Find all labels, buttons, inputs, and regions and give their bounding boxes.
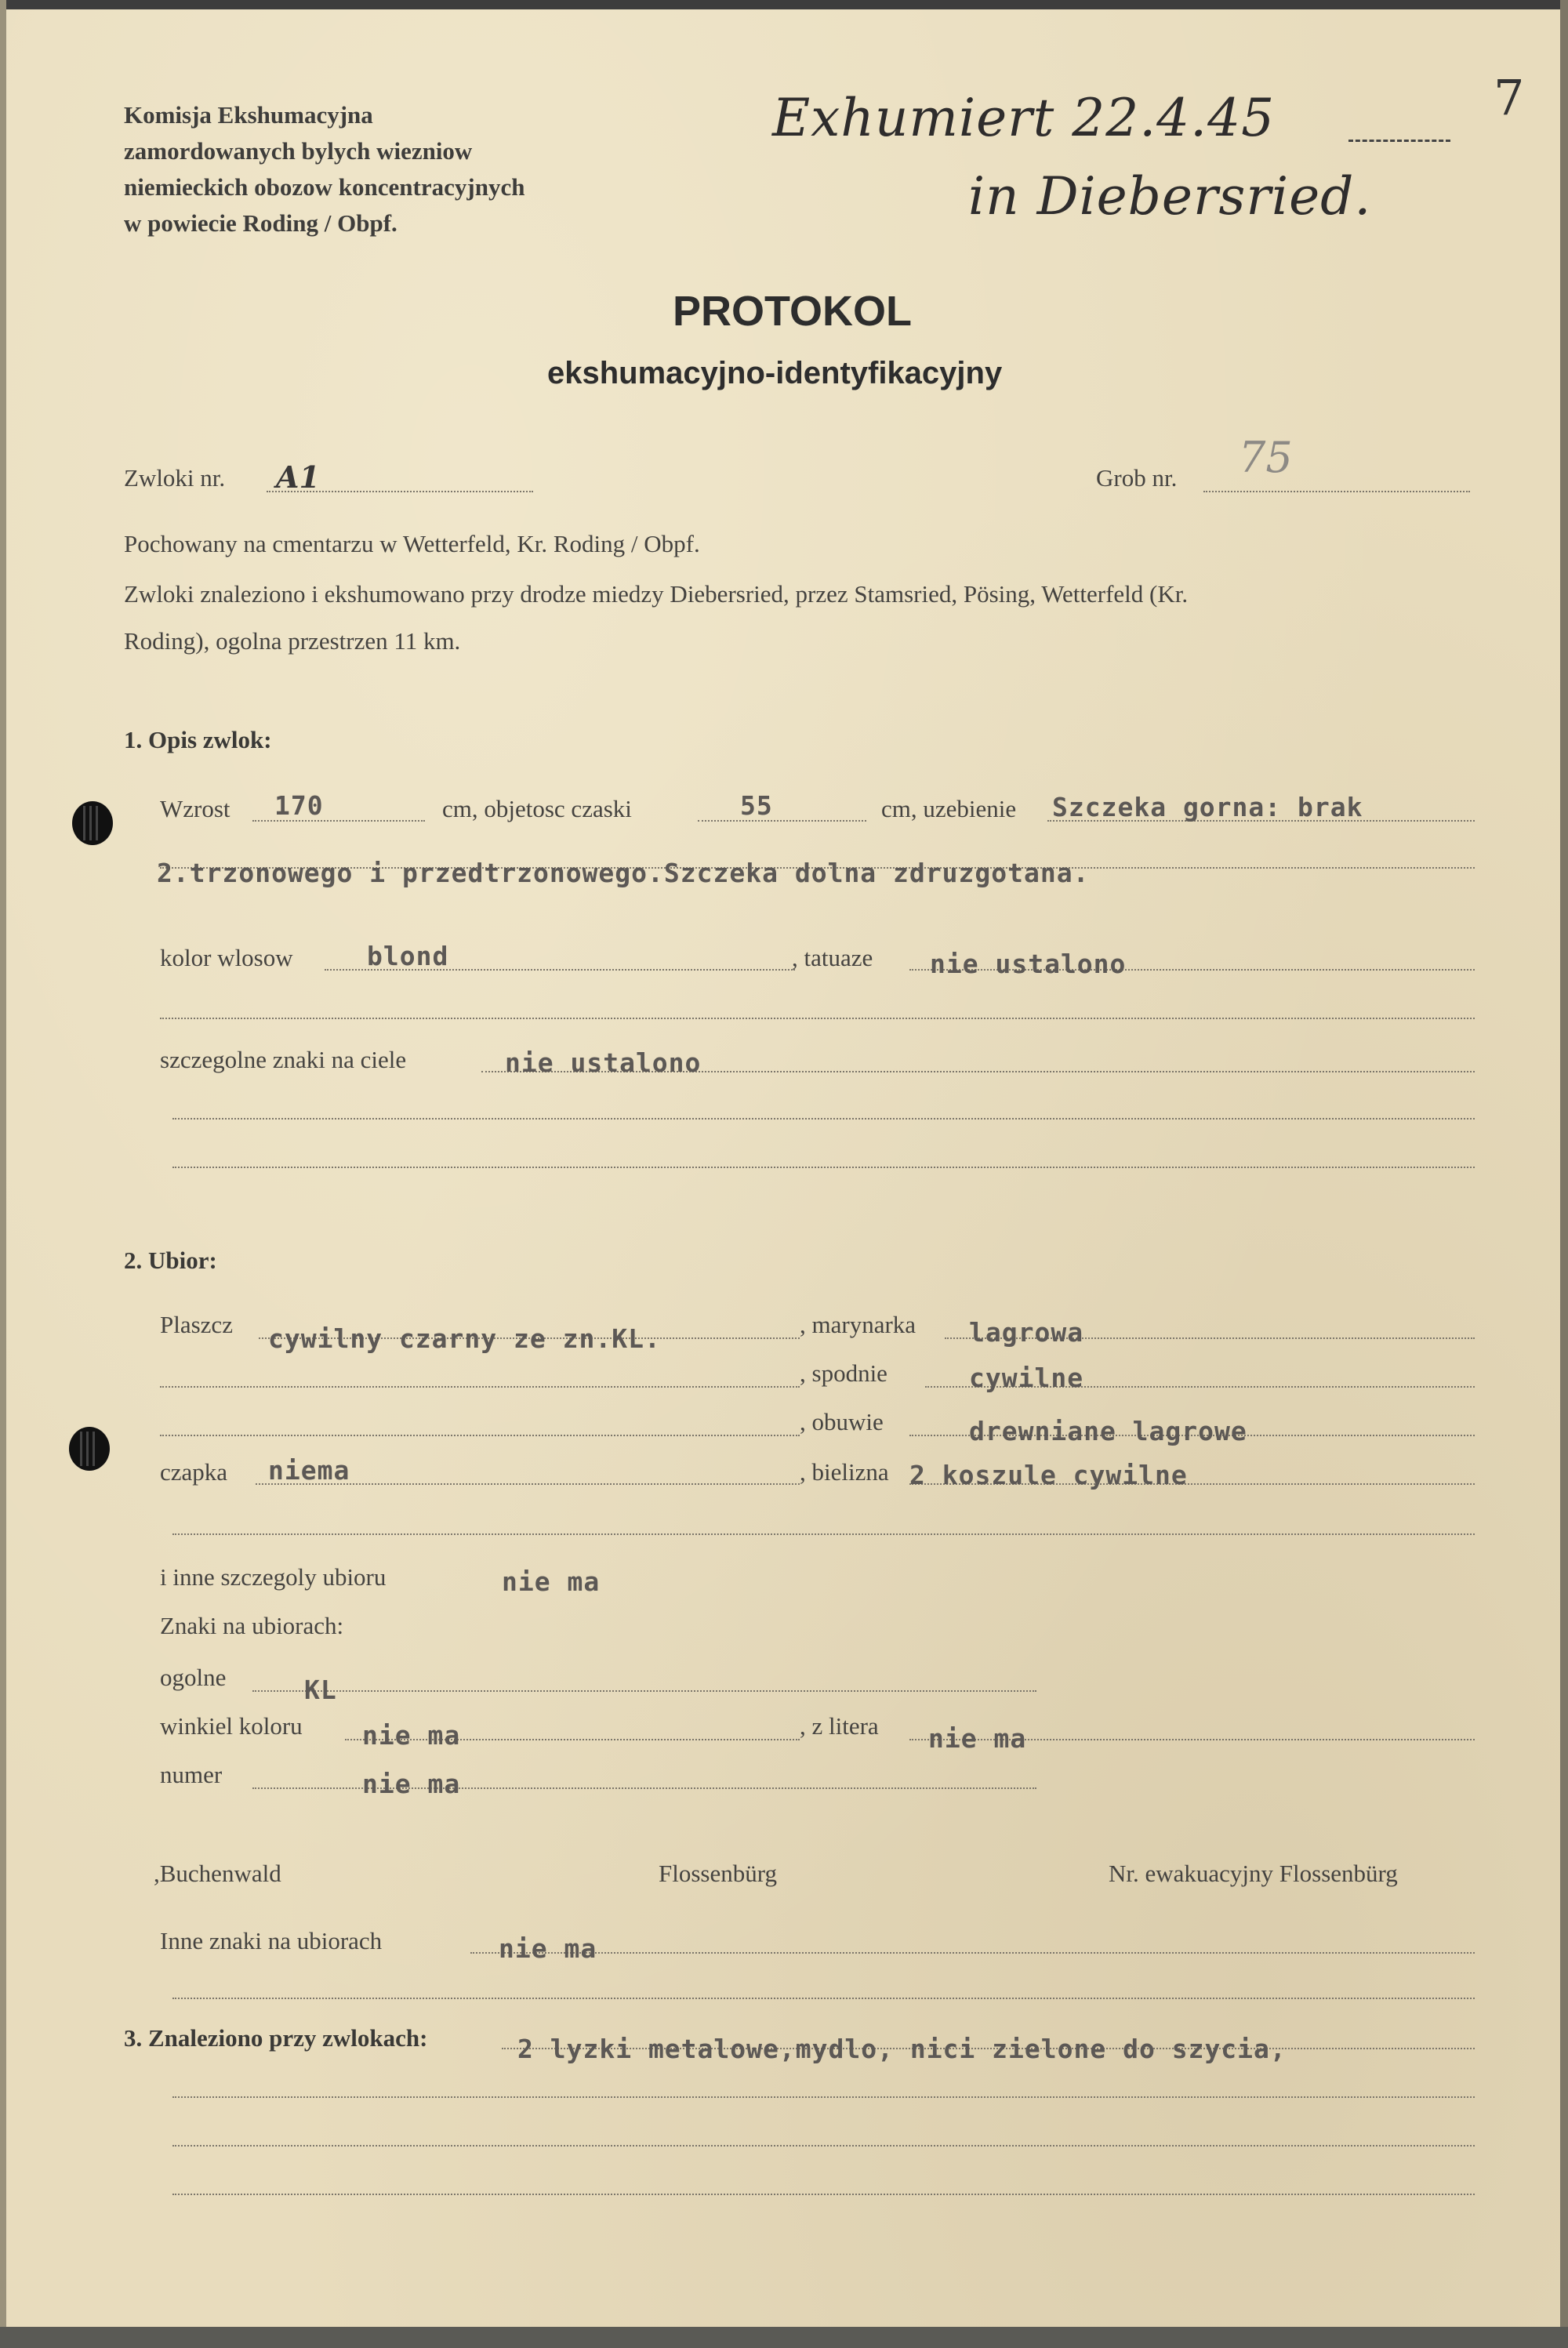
- obuwie-value: drewniane lagrowe: [969, 1416, 1247, 1446]
- winkiel-value: nie ma: [362, 1720, 461, 1751]
- scan-edge-top: [0, 0, 1568, 9]
- bielizna-label: , bielizna: [800, 1458, 889, 1486]
- punch-hole-upper: [72, 801, 113, 845]
- flossenburg-label: Flossenbürg: [659, 1860, 778, 1887]
- czapka-value: niema: [268, 1455, 350, 1486]
- pochowany-text: Pochowany na cmentarzu w Wetterfeld, Kr. Roding / Obpf.: [124, 530, 700, 557]
- section3-blank-line-1: [172, 2096, 1475, 2098]
- z-litera-label: , z litera: [800, 1712, 879, 1740]
- inne-znaki-dotted-line: [470, 1952, 1475, 1954]
- czaski-dotted-line: [698, 820, 866, 822]
- inne-szczegoly-value: nie ma: [502, 1566, 601, 1597]
- obuwie-label: , obuwie: [800, 1408, 884, 1435]
- uzebienie-label: cm, uzebienie: [881, 795, 1017, 822]
- numer-value: nie ma: [362, 1769, 461, 1799]
- grob-number: 75: [1239, 433, 1293, 482]
- z-litera-value: nie ma: [928, 1723, 1027, 1754]
- inne-znaki-label: Inne znaki na ubiorach: [160, 1927, 383, 1954]
- ogolne-value: KL: [304, 1675, 337, 1705]
- commission-line-1: Komisja Ekshumacyjna: [124, 101, 373, 129]
- znaleziono-text-line2: Roding), ogolna przestrzen 11 km.: [124, 627, 461, 655]
- section2-blank-line: [172, 1998, 1475, 1999]
- marynarka-label: , marynarka: [800, 1311, 916, 1338]
- wzrost-value: 170: [274, 790, 324, 821]
- punch-hole-lower: [69, 1427, 110, 1471]
- section3-value: 2 lyzki metalowe,mydlo, nici zielone do szycia,: [517, 2034, 1287, 2064]
- uzebienie-value-1: Szczeka gorna: brak: [1052, 792, 1363, 822]
- section2-heading: 2. Ubior:: [124, 1247, 217, 1274]
- kolor-wlosow-value: blond: [367, 941, 449, 971]
- section1-blank-line-2: [172, 1118, 1475, 1120]
- grob-dotted-line: [1203, 491, 1470, 492]
- kolor-wlosow-label: kolor wlosow: [160, 944, 293, 971]
- zwloki-number: A1: [276, 459, 320, 495]
- marynarka-value: lagrowa: [969, 1317, 1084, 1348]
- znaki-na-ciele-value: nie ustalono: [505, 1047, 702, 1078]
- ubior-blank-line-2: [160, 1435, 800, 1436]
- zwloki-label: Zwloki nr.: [124, 464, 226, 492]
- section3-blank-line-3: [172, 2194, 1475, 2195]
- document-subtitle: ekshumacyjno-identyfikacyjny: [547, 356, 1003, 390]
- section3-heading: 3. Znaleziono przy zwlokach:: [124, 2024, 428, 2052]
- section1-heading: 1. Opis zwlok:: [124, 726, 272, 753]
- znaleziono-text-line1: Zwloki znaleziono i ekshumowano przy drodze miedzy Diebersried, przez Stamsried, Pösing, Wetterfeld (Kr.: [124, 580, 1189, 608]
- buchenwald-label: ,Buchenwald: [154, 1860, 281, 1887]
- section1-blank-line-3: [172, 1167, 1475, 1168]
- ubior-blank-line-1: [160, 1386, 800, 1388]
- spodnie-value: cywilne: [969, 1363, 1084, 1393]
- commission-line-3: niemieckich obozow koncentracyjnych: [124, 173, 525, 201]
- handwritten-exhumation-date: Exhumiert 22.4.45: [772, 88, 1276, 148]
- czapka-label: czapka: [160, 1458, 228, 1486]
- ubior-blank-line-3: [172, 1533, 1475, 1535]
- uzebienie-value-2: 2.trzonowego i przedtrzonowego.Szczeka dolna zdruzgotana.: [157, 858, 1090, 888]
- nr-ewakuacyjny-label: Nr. ewakuacyjny Flossenbürg: [1109, 1860, 1398, 1887]
- tatuaze-label: , tatuaze: [792, 944, 873, 971]
- znaki-na-ubiorach-label: Znaki na ubiorach:: [160, 1612, 344, 1639]
- page-number: 7: [1494, 69, 1525, 126]
- objetosc-label: cm, objetosc czaski: [442, 795, 632, 822]
- numer-label: numer: [160, 1761, 223, 1788]
- czaski-value: 55: [740, 790, 773, 821]
- section1-blank-line-1: [160, 1018, 1475, 1019]
- spodnie-label: , spodnie: [800, 1359, 887, 1387]
- ogolne-dotted-line: [252, 1690, 1036, 1692]
- ogolne-label: ogolne: [160, 1664, 227, 1691]
- tatuaze-value: nie ustalono: [930, 949, 1127, 979]
- handwritten-location: in Diebersried.: [968, 166, 1372, 227]
- grob-label: Grob nr.: [1096, 464, 1178, 492]
- bielizna-value: 2 koszule cywilne: [909, 1460, 1188, 1490]
- znaki-na-ciele-label: szczegolne znaki na ciele: [160, 1046, 407, 1073]
- scan-edge-bottom: [0, 2327, 1568, 2348]
- document-title: PROTOKOL: [673, 288, 913, 335]
- scan-edge-left: [0, 0, 6, 2348]
- plaszcz-value: cywilny czarny ze zn.KL.: [268, 1323, 661, 1354]
- section3-blank-line-2: [172, 2145, 1475, 2147]
- winkiel-label: winkiel koloru: [160, 1712, 303, 1740]
- header-dash-line: [1348, 140, 1450, 142]
- wzrost-label: Wzrost: [160, 795, 230, 822]
- inne-znaki-value: nie ma: [499, 1933, 597, 1964]
- inne-szczegoly-label: i inne szczegoly ubioru: [160, 1563, 387, 1591]
- plaszcz-label: Plaszcz: [160, 1311, 233, 1338]
- commission-line-2: zamordowanych bylych wiezniow: [124, 137, 473, 165]
- commission-line-4: w powiecie Roding / Obpf.: [124, 209, 397, 237]
- scan-edge-right: [1560, 0, 1568, 2348]
